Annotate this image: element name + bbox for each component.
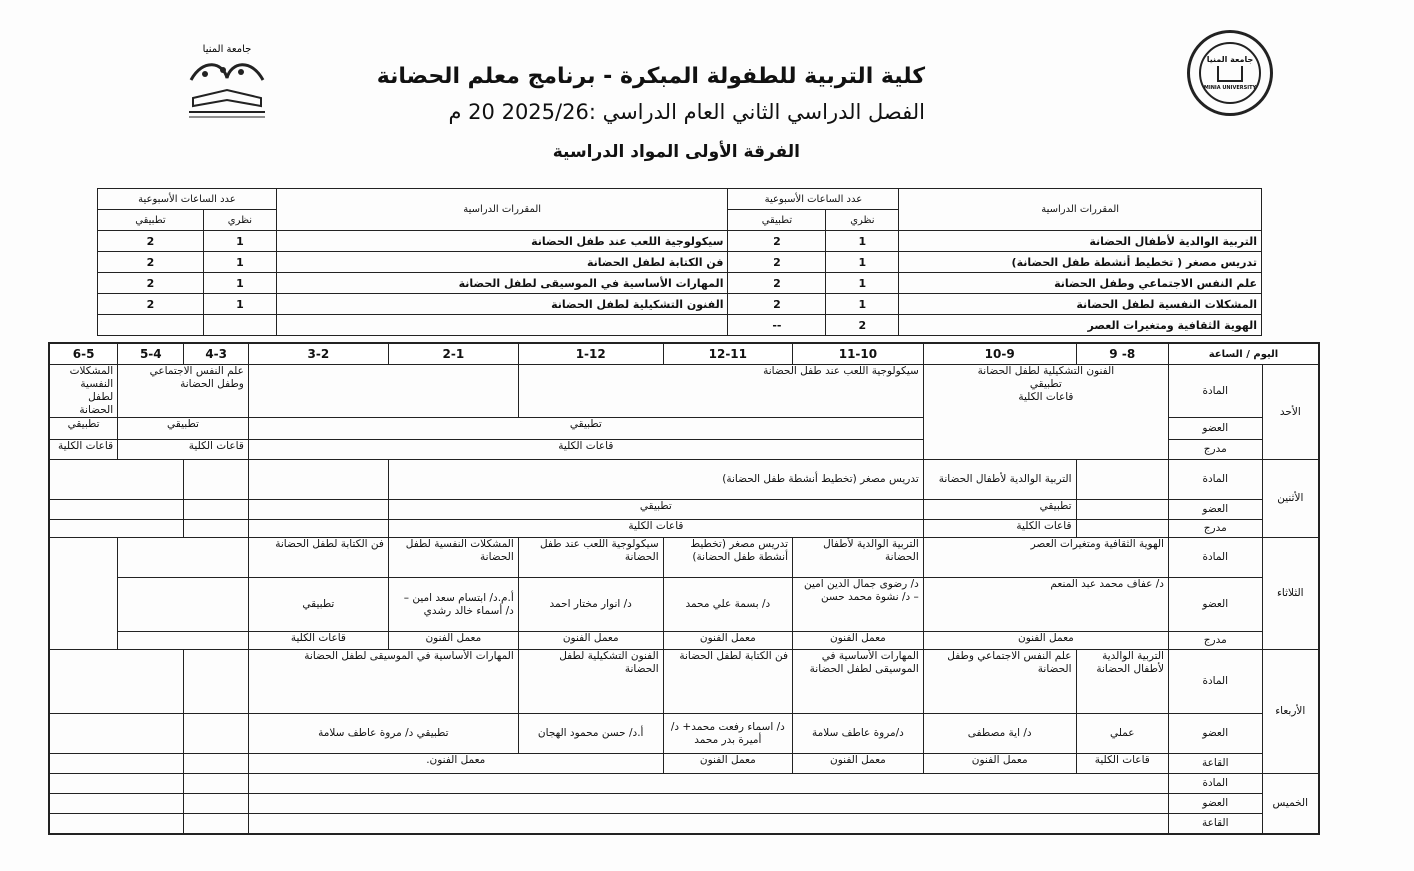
wednesday-member-row (49, 714, 1319, 754)
label-member: العضو (1168, 794, 1262, 814)
course-row (98, 294, 1262, 315)
level-title: الفرقة الأولى المواد الدراسية (552, 142, 800, 162)
course-name: سيكولوجية اللعب عند طفل الحضانة (276, 231, 728, 252)
sunday-slot-3-room: قاعات الكلية (118, 440, 249, 460)
tuesday-member-5: أ.م.د/ ابتسام سعد امين – د/ أسماء خالد رشدي (388, 578, 518, 632)
corner-cell: اليوم / الساعة (1168, 343, 1319, 365)
tuesday-hall-1: معمل الفنون (923, 632, 1168, 650)
wednesday-subject-4: فن الكتابة لطفل الحضانة (663, 650, 792, 714)
course-row (98, 231, 1262, 252)
course-theory: 1 (826, 252, 899, 273)
sunday-slot-3: علم النفس الاجتماعي وطفل الحضانة (118, 365, 249, 418)
course-name: الفنون التشكيلية لطفل الحضانة (276, 294, 728, 315)
wednesday-subject-row (49, 650, 1319, 714)
wednesday-room-5: معمل الفنون. (248, 754, 663, 774)
time-slot: 1-12 (518, 343, 663, 365)
course-theory: 1 (203, 231, 276, 252)
college-title: كلية التربية للطفولة المبكرة - برنامج معلم الحضانة (376, 64, 925, 89)
sunday-slot-4-room: قاعات الكلية (49, 440, 118, 460)
day-tuesday: الثلاثاء (1262, 538, 1319, 650)
course-name: المهارات الأساسية في الموسيقى لطفل الحضانة (276, 273, 728, 294)
course-name: علم النفس الاجتماعي وطفل الحضانة (899, 273, 1262, 294)
course-name: الهوية الثقافية ومتغيرات العصر (899, 315, 1262, 336)
course-practical (98, 315, 204, 336)
label-hall: مدرج (1168, 632, 1262, 650)
wednesday-member-2: د/ اية مصطفى (923, 714, 1076, 754)
tuesday-subject-3: تدريس مصغر (تخطيط أنشطة طفل الحضانة) (663, 538, 792, 578)
wednesday-member-1: عملي (1076, 714, 1168, 754)
tuesday-hall-row (49, 632, 1319, 650)
course-row (98, 273, 1262, 294)
schedule-table (48, 342, 1320, 835)
time-slot: 5-4 (118, 343, 184, 365)
time-slot: 6-5 (49, 343, 118, 365)
time-slot: 12-11 (663, 343, 792, 365)
course-name: التربية الوالدية لأطفال الحضانة (899, 231, 1262, 252)
col-courses-right: المقررات الدراسية (899, 189, 1262, 231)
wednesday-member-5: أ.د/ حسن محمود الهجان (518, 714, 663, 754)
monday-subject-row (49, 460, 1319, 500)
course-theory: 1 (826, 273, 899, 294)
tuesday-subject-4: سيكولوجية اللعب عند طفل الحضانة (518, 538, 663, 578)
university-logo-text: جامعة المنيا (1206, 55, 1254, 64)
time-slot: 2-1 (388, 343, 518, 365)
university-logo-sub: MINIA UNIVERSITY (1203, 85, 1257, 91)
sunday-slot-4: المشكلات النفسية لطفل الحضانة (49, 365, 118, 418)
tuesday-hall-5: معمل الفنون (388, 632, 518, 650)
tuesday-subject-6: فن الكتابة لطفل الحضانة (248, 538, 388, 578)
course-row (98, 252, 1262, 273)
label-member: العضو (1168, 578, 1262, 632)
time-slot: 11-10 (793, 343, 924, 365)
college-logo-text: جامعة المنيا (202, 44, 252, 55)
label-member: العضو (1168, 418, 1262, 440)
col-practical: تطبيقي (98, 210, 204, 231)
monday-member-row (49, 500, 1319, 520)
course-theory: 1 (826, 294, 899, 315)
tuesday-member-row (49, 578, 1319, 632)
wednesday-subject-6: المهارات الأساسية في الموسيقى لطفل الحضانة (248, 650, 518, 714)
tuesday-subject-row (49, 538, 1319, 578)
course-name: فن الكتابة لطفل الحضانة (276, 252, 728, 273)
wednesday-subject-5: الفنون التشكيلية لطفل الحضانة (518, 650, 663, 714)
course-practical: 2 (728, 273, 826, 294)
tuesday-member-3: د/ بسمة علي محمد (663, 578, 792, 632)
course-theory: 1 (203, 294, 276, 315)
label-subject: المادة (1168, 460, 1262, 500)
tuesday-subject-5: المشكلات النفسية لطفل الحضانة (388, 538, 518, 578)
course-practical: 2 (98, 273, 204, 294)
sunday-subject-row (49, 365, 1319, 418)
monday-slot-2-type: تطبيقي (388, 500, 923, 520)
col-hours-right: عدد الساعات الأسبوعية (728, 189, 899, 210)
thursday-subject-row (49, 774, 1319, 794)
course-theory: 1 (203, 273, 276, 294)
sunday-slot-4-type: تطبيقي (49, 418, 118, 440)
sunday-slot-2: سيكولوجية اللعب عند طفل الحضانة (518, 365, 923, 418)
monday-slot-2-room: قاعات الكلية (388, 520, 923, 538)
tuesday-hall-2: معمل الفنون (793, 632, 924, 650)
label-hall: مدرج (1168, 520, 1262, 538)
col-practical: تطبيقي (728, 210, 826, 231)
wednesday-member-3: د/مروة عاطف سلامة (793, 714, 924, 754)
label-subject: المادة (1168, 774, 1262, 794)
course-practical: 2 (98, 252, 204, 273)
time-slot: 4-3 (184, 343, 248, 365)
tuesday-member-6: تطبيقي (248, 578, 388, 632)
wednesday-room-1: قاعات الكلية (1076, 754, 1168, 774)
wednesday-member-4: د/ اسماء رفعت محمد+ د/ أميرة بدر محمد (663, 714, 792, 754)
course-name: المشكلات النفسية لطفل الحضانة (899, 294, 1262, 315)
sunday-slot-2-room: قاعات الكلية (248, 440, 923, 460)
tuesday-subject-2: التربية الوالدية لأطفال الحضانة (793, 538, 924, 578)
thursday-member-row (49, 794, 1319, 814)
tuesday-hall-4: معمل الفنون (518, 632, 663, 650)
col-courses-left: المقررات الدراسية (276, 189, 728, 231)
courses-table (97, 188, 1262, 336)
label-room: القاعة (1168, 814, 1262, 834)
day-wednesday: الأربعاء (1262, 650, 1319, 774)
wednesday-room-2: معمل الفنون (923, 754, 1076, 774)
label-member: العضو (1168, 714, 1262, 754)
sunday-slot-3-type: تطبيقي (118, 418, 249, 440)
wednesday-subject-3: المهارات الأساسية في الموسيقى لطفل الحضانة (793, 650, 924, 714)
thursday-room-row (49, 814, 1319, 834)
tuesday-member-2: د/ رضوى جمال الدين امين – د/ نشوة محمد حسن (793, 578, 924, 632)
course-name: تدريس مصغر ( تخطيط أنشطة طفل الحضانة) (899, 252, 1262, 273)
sunday-slot-1: الفنون التشكيلية لطفل الحضانة تطبيقي قاعات الكلية (923, 365, 1168, 460)
time-slot: 8- 9 (1076, 343, 1168, 365)
tuesday-member-4: د/ انوار مختار احمد (518, 578, 663, 632)
monday-slot-2: تدريس مصغر (تخطيط أنشطة طفل الحضانة) (388, 460, 923, 500)
day-sunday: الأحد (1262, 365, 1319, 460)
col-hours-left: عدد الساعات الأسبوعية (98, 189, 277, 210)
monday-slot-1: التربية الوالدية لأطفال الحضانة (923, 460, 1076, 500)
course-practical: 2 (728, 252, 826, 273)
university-logo (1187, 30, 1273, 116)
tuesday-member-1: د/ عفاف محمد عبد المنعم (923, 578, 1168, 632)
monday-slot-1-type: تطبيقي (923, 500, 1076, 520)
college-logo (183, 40, 271, 120)
label-subject: المادة (1168, 650, 1262, 714)
day-monday: الأثنين (1262, 460, 1319, 538)
label-subject: المادة (1168, 365, 1262, 418)
tuesday-subject-1: الهوية الثقافية ومتغيرات العصر (923, 538, 1168, 578)
corner-hour: الساعة (1208, 348, 1243, 360)
wednesday-subject-1: التربية الوالدية لأطفال الحضانة (1076, 650, 1168, 714)
course-row (98, 315, 1262, 336)
label-room: القاعة (1168, 754, 1262, 774)
course-theory: 1 (826, 231, 899, 252)
course-theory: 1 (203, 252, 276, 273)
course-theory: 2 (826, 315, 899, 336)
semester-title: الفصل الدراسي الثاني العام الدراسي :2025/26 20 م (448, 100, 925, 124)
tuesday-hall-3: معمل الفنون (663, 632, 792, 650)
course-practical: 2 (98, 294, 204, 315)
course-practical: 2 (98, 231, 204, 252)
day-thursday: الخميس (1262, 774, 1319, 834)
monday-slot-1-room: قاعات الكلية (923, 520, 1076, 538)
corner-day: اليوم (1253, 348, 1279, 360)
schedule-header-row (49, 343, 1319, 365)
wednesday-room-4: معمل الفنون (663, 754, 792, 774)
wednesday-subject-2: علم النفس الاجتماعي وطفل الحضانة (923, 650, 1076, 714)
course-practical: 2 (728, 294, 826, 315)
wednesday-room-3: معمل الفنون (793, 754, 924, 774)
book-icon (1217, 66, 1243, 82)
course-practical: -- (728, 315, 826, 336)
wednesday-room-row (49, 754, 1319, 774)
time-slot: 3-2 (248, 343, 388, 365)
col-theory: نظري (203, 210, 276, 231)
label-hall: مدرج (1168, 440, 1262, 460)
course-practical: 2 (728, 231, 826, 252)
col-theory: نظري (826, 210, 899, 231)
label-member: العضو (1168, 500, 1262, 520)
time-slot: 10-9 (923, 343, 1076, 365)
course-name (276, 315, 728, 336)
tuesday-hall-6: قاعات الكلية (248, 632, 388, 650)
label-subject: المادة (1168, 538, 1262, 578)
course-theory (203, 315, 276, 336)
sunday-slot-2-type: تطبيقي (248, 418, 923, 440)
monday-hall-row (49, 520, 1319, 538)
wednesday-member-6: تطبيقي د/ مروة عاطف سلامة (248, 714, 518, 754)
